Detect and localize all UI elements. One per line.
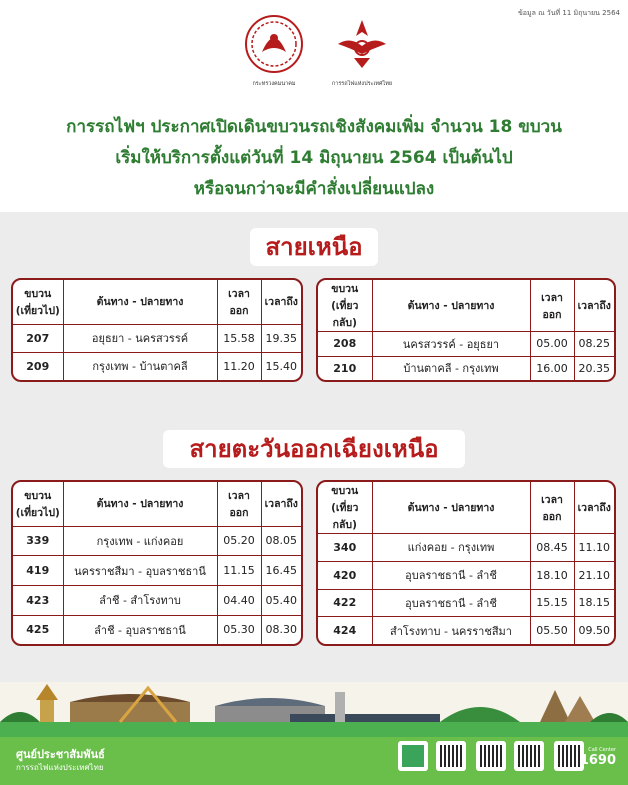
table-row — [318, 589, 614, 617]
qr-code[interactable] — [476, 741, 506, 771]
headline-line-1: การรถไฟฯ ประกาศเปิดเดินขบวนรถเชิงสังคมเพิ่ม จำนวน 18 ขบวน — [66, 117, 562, 137]
route: นครสวรรค์ - อยุธยา — [372, 332, 530, 357]
header-route: ต้นทาง - ปลายทาง — [63, 482, 217, 526]
header-depart: เวลาออก — [217, 280, 261, 324]
arrive-time: 08.05 — [261, 526, 301, 556]
headline-line-2: เริ่มให้บริการตั้งแต่วันที่ 14 มิถุนายน 2564 เป็นต้นไป — [115, 148, 513, 168]
header-arrive: เวลาถึง — [574, 482, 614, 534]
train-number: 425 — [13, 615, 63, 644]
train-number: 208 — [318, 332, 372, 357]
train-number: 339 — [13, 526, 63, 556]
depart-time: 11.15 — [217, 556, 261, 586]
header-depart: เวลาออก — [530, 280, 574, 332]
route: นครราชสีมา - อุบลราชธานี — [63, 556, 217, 586]
qr-code[interactable] — [436, 741, 466, 771]
app-icon[interactable] — [398, 741, 428, 771]
call-center-number: 1690 — [579, 753, 616, 768]
table-row — [13, 585, 301, 615]
table-row — [318, 617, 614, 644]
table-row — [318, 534, 614, 562]
header-arrive: เวลาถึง — [261, 280, 301, 324]
data-date: ข้อมูล ณ วันที่ 11 มิถุนายน 2564 — [517, 9, 620, 17]
call-center[interactable] — [580, 747, 616, 768]
route: แก่งคอย - กรุงเทพ — [372, 534, 530, 562]
table-row — [318, 356, 614, 380]
train-number: 424 — [318, 617, 372, 644]
depart-time: 15.15 — [530, 589, 574, 617]
header-area — [0, 0, 628, 212]
ministry-logo — [238, 14, 310, 92]
depart-time: 05.20 — [217, 526, 261, 556]
northeast-inbound-table — [316, 480, 616, 646]
train-number: 209 — [13, 352, 63, 380]
header-route: ต้นทาง - ปลายทาง — [63, 280, 217, 324]
north-outbound-table — [11, 278, 303, 382]
landmark-illustration — [0, 682, 628, 737]
northeast-line-title: สายตะวันออกเฉียงเหนือ — [163, 430, 465, 468]
route: ลำชี - อุบลราชธานี — [63, 615, 217, 644]
arrive-time: 16.45 — [261, 556, 301, 586]
train-number: 423 — [13, 585, 63, 615]
srt-logo — [326, 14, 398, 92]
arrive-time: 09.50 — [574, 617, 614, 644]
arrive-time: 05.40 — [261, 585, 301, 615]
table-row — [13, 615, 301, 644]
header-depart: เวลาออก — [217, 482, 261, 526]
train-number: 207 — [13, 324, 63, 352]
arrive-time: 11.10 — [574, 534, 614, 562]
arrive-time: 19.35 — [261, 324, 301, 352]
arrive-time: 18.15 — [574, 589, 614, 617]
depart-time: 05.50 — [530, 617, 574, 644]
table-row — [318, 561, 614, 589]
arrive-time: 08.25 — [574, 332, 614, 357]
northeast-outbound-table — [11, 480, 303, 646]
depart-time: 04.40 — [217, 585, 261, 615]
ministry-caption: กระทรวงคมนาคม — [252, 81, 296, 87]
ministry-seal-icon — [244, 14, 304, 74]
arrive-time: 15.40 — [261, 352, 301, 380]
call-center-label: Call Center — [588, 747, 616, 753]
route: สำโรงทาบ - นครราชสีมา — [372, 617, 530, 644]
depart-time: 15.58 — [217, 324, 261, 352]
header-arrive: เวลาถึง — [261, 482, 301, 526]
train-number: 420 — [318, 561, 372, 589]
depart-time: 05.30 — [217, 615, 261, 644]
header-route: ต้นทาง - ปลายทาง — [372, 482, 530, 534]
headline-line-3: หรือจนกว่าจะมีคำสั่งเปลี่ยนแปลง — [193, 179, 435, 199]
route: อุบลราชธานี - ลำชี — [372, 561, 530, 589]
header-route: ต้นทาง - ปลายทาง — [372, 280, 530, 332]
arrive-time: 21.10 — [574, 561, 614, 589]
header-train-in: ขบวน (เที่ยวกลับ) — [318, 482, 372, 534]
route: กรุงเทพ - แก่งคอย — [63, 526, 217, 556]
north-inbound-table — [316, 278, 616, 382]
table-row — [13, 324, 301, 352]
depart-time: 11.20 — [217, 352, 261, 380]
table-row — [13, 556, 301, 586]
pr-center-name: ศูนย์ประชาสัมพันธ์ — [16, 748, 105, 761]
train-number: 210 — [318, 356, 372, 380]
train-number: 422 — [318, 589, 372, 617]
srt-caption: การรถไฟแห่งประเทศไทย — [331, 81, 393, 87]
route: บ้านตาคลี - กรุงเทพ — [372, 356, 530, 380]
route: อยุธยา - นครสวรรค์ — [63, 324, 217, 352]
srt-emblem-icon — [332, 14, 392, 74]
header-depart: เวลาออก — [530, 482, 574, 534]
depart-time: 18.10 — [530, 561, 574, 589]
org-name: การรถไฟแห่งประเทศไทย — [16, 763, 104, 772]
header-train-in: ขบวน (เที่ยวกลับ) — [318, 280, 372, 332]
arrive-time: 08.30 — [261, 615, 301, 644]
north-line-title: สายเหนือ — [250, 228, 378, 266]
table-row — [13, 526, 301, 556]
depart-time: 05.00 — [530, 332, 574, 357]
header-train-out: ขบวน (เที่ยวไป) — [13, 482, 63, 526]
qr-code[interactable] — [514, 741, 544, 771]
route: อุบลราชธานี - ลำชี — [372, 589, 530, 617]
depart-time: 16.00 — [530, 356, 574, 380]
train-number: 419 — [13, 556, 63, 586]
footer-bar — [0, 737, 628, 785]
table-row — [13, 352, 301, 380]
table-row — [318, 332, 614, 357]
announcement-headline — [0, 112, 628, 205]
header-arrive: เวลาถึง — [574, 280, 614, 332]
train-number: 340 — [318, 534, 372, 562]
arrive-time: 20.35 — [574, 356, 614, 380]
route: กรุงเทพ - บ้านตาคลี — [63, 352, 217, 380]
header-train-out: ขบวน (เที่ยวไป) — [13, 280, 63, 324]
depart-time: 08.45 — [530, 534, 574, 562]
route: ลำชี - สำโรงทาบ — [63, 585, 217, 615]
skyline-illustration — [0, 682, 628, 737]
